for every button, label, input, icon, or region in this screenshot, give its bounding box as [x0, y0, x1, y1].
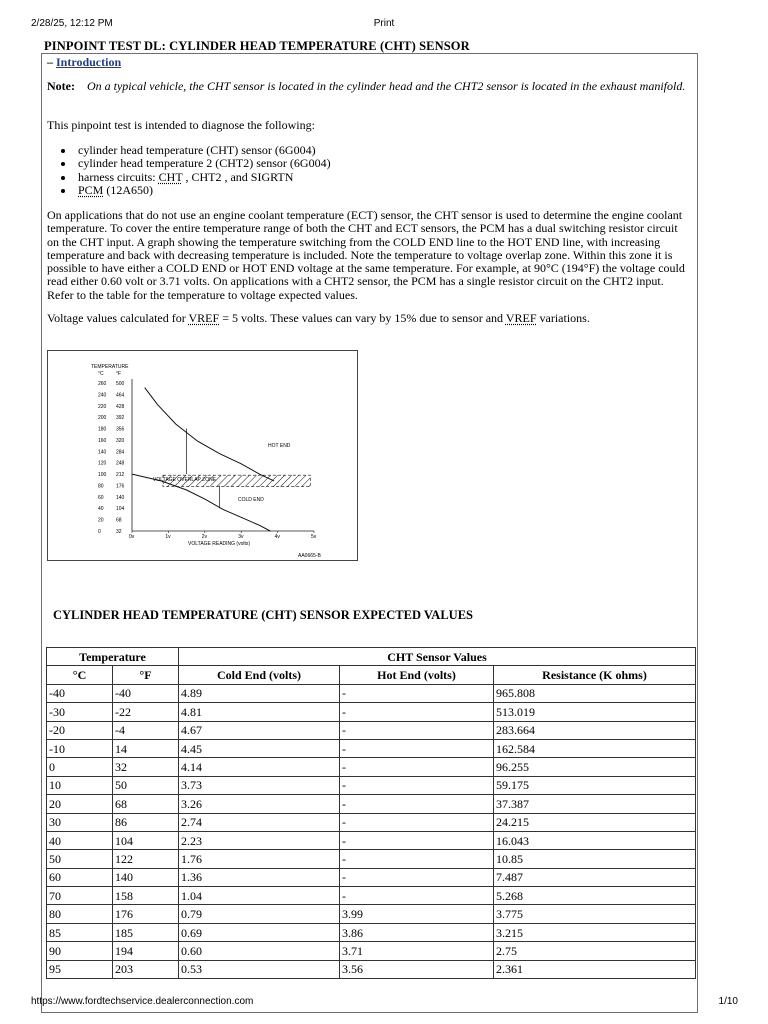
- print-title: Print: [373, 18, 395, 29]
- y-tick-label-c: 160: [98, 437, 107, 444]
- y-tick-label-c: 80: [98, 483, 104, 490]
- table-cell: 162.584: [494, 739, 696, 757]
- x-tick-label: 2v: [201, 534, 208, 540]
- table-row: [47, 684, 696, 702]
- table-cell: 30: [47, 813, 113, 831]
- y-tick-label-f: 392: [116, 415, 125, 422]
- y-tick-label-c: 220: [98, 403, 107, 410]
- y-tick-label-f: 356: [116, 426, 125, 433]
- table-cell: 3.73: [179, 776, 340, 794]
- x-tick-label: 5v: [311, 534, 317, 540]
- cht-voltage-graph: [47, 350, 358, 561]
- table-cell: 140: [113, 868, 179, 886]
- column-header: °F: [113, 666, 179, 684]
- list-item: harness circuits: CHT , CHT2 , and SIGRTN: [78, 171, 331, 184]
- description-paragraph: On applications that do not use an engine coolant temperature (ECT) sensor, the CHT sensor is used to determine the engine coolant temperature. To cover the entire temperature range of both the CHT and ECT sensors, the PCM has a dual switching resistor circuit on the CHT input. A graph showing the temperature switching from the COLD END line to the HOT END line, with increasing temperature and back with decreasing temperature is included. Note the temperature to voltage overlap zone. Within this zone it is possible to have either a COLD END or HOT END voltage at the same temperature. For example, at 90°C (194°F) the voltage could read either 0.60 volt or 3.71 volts. On applications with a CHT2 sensor, the PCM has a single resistor circuit on the CHT2 input. Refer to the table for the temperature to voltage expected values.: [47, 208, 685, 302]
- table-cell: -: [340, 703, 494, 721]
- y-tick-label-c: 20: [98, 517, 104, 524]
- table-cell: 4.14: [179, 758, 340, 776]
- table-row: [47, 868, 696, 886]
- table-cell: 3.215: [494, 923, 696, 941]
- y-tick-label-f: 104: [116, 506, 125, 513]
- table-cell: -40: [47, 684, 113, 702]
- x-tick-label: 4v: [274, 534, 280, 540]
- table-cell: 2.361: [494, 960, 696, 978]
- table-cell: 0.60: [179, 942, 340, 960]
- table-cell: 90: [47, 942, 113, 960]
- note-label: Note:: [47, 79, 75, 93]
- table-cell: -20: [47, 721, 113, 739]
- y-tick-label-c: 240: [98, 392, 107, 399]
- table-row: [47, 795, 696, 813]
- table-row: [47, 942, 696, 960]
- vref-abbreviation[interactable]: VREF: [188, 311, 220, 325]
- table-cell: -: [340, 721, 494, 739]
- table-row: [47, 758, 696, 776]
- table-cell: 3.99: [340, 905, 494, 923]
- y-tick-label-f: 464: [116, 392, 125, 399]
- y-tick-label-f: 176: [116, 483, 125, 490]
- table-cell: 176: [113, 905, 179, 923]
- table-cell: -: [340, 850, 494, 868]
- table-cell: 1.76: [179, 850, 340, 868]
- table-cell: 194: [113, 942, 179, 960]
- table-row: [47, 960, 696, 978]
- table-cell: 122: [113, 850, 179, 868]
- table-row: [47, 831, 696, 849]
- table-cell: 85: [47, 923, 113, 941]
- y-tick-label-f: 248: [116, 460, 125, 467]
- table-cell: 0.79: [179, 905, 340, 923]
- page-number: 1/10: [718, 996, 738, 1007]
- table-cell: 2.74: [179, 813, 340, 831]
- table-cell: -22: [113, 703, 179, 721]
- table-cell: 185: [113, 923, 179, 941]
- y-tick-label-f: 500: [116, 381, 125, 387]
- table-cell: 24.215: [494, 813, 696, 831]
- table-cell: 14: [113, 739, 179, 757]
- print-datetime: 2/28/25, 12:12 PM: [31, 18, 113, 29]
- print-url[interactable]: https://www.fordtechservice.dealerconnection.com: [31, 996, 254, 1007]
- page-title: PINPOINT TEST DL: CYLINDER HEAD TEMPERATURE (CHT) SENSOR: [44, 39, 470, 53]
- table-cell: 86: [113, 813, 179, 831]
- y-tick-label-f: 68: [116, 517, 122, 524]
- table-cell: 50: [47, 850, 113, 868]
- table-cell: -30: [47, 703, 113, 721]
- overlap-zone-label: VOLTAGE OVERLAP ZONE: [153, 477, 217, 483]
- table-cell: -: [340, 795, 494, 813]
- table-cell: 40: [47, 831, 113, 849]
- y-tick-label-c: 100: [98, 472, 107, 479]
- table-cell: 4.89: [179, 684, 340, 702]
- x-tick-label: 1v: [165, 534, 171, 540]
- table-cell: 1.36: [179, 868, 340, 886]
- table-cell: 0: [47, 758, 113, 776]
- table-cell: -: [340, 739, 494, 757]
- y-tick-label-f: 140: [116, 494, 125, 501]
- table-cell: 1.04: [179, 887, 340, 905]
- group-header-row: [47, 648, 696, 666]
- table-cell: 3.26: [179, 795, 340, 813]
- y-tick-label-c: 120: [98, 460, 107, 467]
- table-row: [47, 923, 696, 941]
- table-cell: 80: [47, 905, 113, 923]
- figure-id: AA0665-B: [298, 553, 321, 559]
- table-cell: 965.808: [494, 684, 696, 702]
- cht-values-table: [46, 647, 696, 979]
- introduction-link[interactable]: Introduction: [56, 55, 122, 69]
- table-cell: -: [340, 887, 494, 905]
- table-cell: 95: [47, 960, 113, 978]
- table-cell: 2.75: [494, 942, 696, 960]
- table-cell: 20: [47, 795, 113, 813]
- y-tick-label-c: 260: [98, 381, 107, 387]
- x-axis-label: VOLTAGE READING (volts): [188, 541, 251, 547]
- table-cell: -: [340, 868, 494, 886]
- table-row: [47, 850, 696, 868]
- diagnose-list: [47, 144, 331, 198]
- column-header: Hot End (volts): [340, 666, 494, 684]
- table-cell: -: [340, 813, 494, 831]
- table-cell: 68: [113, 795, 179, 813]
- temperature-group-header: Temperature: [47, 648, 179, 666]
- table-cell: 5.268: [494, 887, 696, 905]
- vref-abbreviation[interactable]: VREF: [505, 311, 537, 325]
- table-cell: 32: [113, 758, 179, 776]
- unit-c-label: °C: [98, 371, 104, 377]
- table-row: [47, 776, 696, 794]
- list-item: cylinder head temperature (CHT) sensor (6G004): [78, 144, 331, 157]
- table-cell: 104: [113, 831, 179, 849]
- vref-line: Voltage values calculated for VREF = 5 volts. These values can vary by 15% due to sensor and VREF variations.: [47, 311, 590, 325]
- table-row: [47, 739, 696, 757]
- table-cell: 37.387: [494, 795, 696, 813]
- table-cell: 4.67: [179, 721, 340, 739]
- list-item: cylinder head temperature 2 (CHT2) sensor (6G004): [78, 156, 331, 171]
- table-cell: 203: [113, 960, 179, 978]
- table-cell: 3.71: [340, 942, 494, 960]
- y-tick-label-f: 32: [116, 529, 122, 535]
- unit-f-label: °F: [116, 371, 122, 377]
- note-text: On a typical vehicle, the CHT sensor is located in the cylinder head and the CHT2 sensor is located in the exhaust manifold.: [86, 79, 686, 93]
- intro-section-header: [47, 55, 121, 70]
- y-tick-label-c: 40: [98, 506, 104, 513]
- y-tick-label-f: 428: [116, 403, 125, 410]
- cht-values-group-header: CHT Sensor Values: [179, 648, 696, 666]
- table-row: [47, 813, 696, 831]
- y-tick-label-c: 200: [98, 415, 107, 422]
- table-cell: 70: [47, 887, 113, 905]
- table-cell: 158: [113, 887, 179, 905]
- table-cell: 0.53: [179, 960, 340, 978]
- table-row: [47, 905, 696, 923]
- y-tick-label-c: 0: [98, 529, 101, 535]
- x-tick-label: 0v: [129, 534, 135, 540]
- pcm-abbreviation[interactable]: PCM: [78, 183, 104, 198]
- table-cell: -10: [47, 739, 113, 757]
- table-heading: CYLINDER HEAD TEMPERATURE (CHT) SENSOR EXPECTED VALUES: [53, 608, 473, 622]
- table-cell: 10: [47, 776, 113, 794]
- table-cell: 283.664: [494, 721, 696, 739]
- table-row: [47, 887, 696, 905]
- table-cell: 0.69: [179, 923, 340, 941]
- table-cell: 59.175: [494, 776, 696, 794]
- table-cell: 4.45: [179, 739, 340, 757]
- table-cell: 2.23: [179, 831, 340, 849]
- intro-line: This pinpoint test is intended to diagnose the following:: [47, 118, 315, 132]
- table-row: [47, 703, 696, 721]
- table-cell: 60: [47, 868, 113, 886]
- table-cell: 7.487: [494, 868, 696, 886]
- column-header-row: [47, 666, 696, 684]
- y-tick-label-c: 180: [98, 426, 107, 433]
- table-cell: 4.81: [179, 703, 340, 721]
- cold-end-label: COLD END: [238, 497, 264, 503]
- note-block: [47, 80, 687, 93]
- table-cell: -40: [113, 684, 179, 702]
- hot-end-curve: [145, 388, 274, 481]
- table-cell: -4: [113, 721, 179, 739]
- x-tick-label: 3v: [238, 534, 244, 540]
- table-cell: -: [340, 758, 494, 776]
- y-tick-label-c: 60: [98, 494, 104, 501]
- y-tick-label-f: 212: [116, 472, 125, 479]
- table-cell: -: [340, 776, 494, 794]
- table-cell: 16.043: [494, 831, 696, 849]
- column-header: Resistance (K ohms): [494, 666, 696, 684]
- y-tick-label-c: 140: [98, 449, 107, 456]
- axis-title: TEMPERATURE: [91, 364, 129, 370]
- table-row: [47, 721, 696, 739]
- column-header: °C: [47, 666, 113, 684]
- chart-svg: [48, 351, 357, 560]
- table-cell: -: [340, 831, 494, 849]
- table-cell: 513.019: [494, 703, 696, 721]
- table-cell: 96.255: [494, 758, 696, 776]
- y-tick-label-f: 320: [116, 437, 125, 444]
- hot-end-label: HOT END: [268, 443, 291, 449]
- y-tick-label-f: 284: [116, 449, 125, 456]
- cht-abbreviation[interactable]: CHT: [158, 169, 183, 184]
- table-cell: -: [340, 684, 494, 702]
- table-cell: 50: [113, 776, 179, 794]
- table-cell: 3.775: [494, 905, 696, 923]
- collapse-toggle[interactable]: –: [47, 55, 53, 69]
- list-item: PCM (12A650): [78, 184, 331, 197]
- table-cell: 3.56: [340, 960, 494, 978]
- column-header: Cold End (volts): [179, 666, 340, 684]
- table-cell: 10.85: [494, 850, 696, 868]
- table-cell: 3.86: [340, 923, 494, 941]
